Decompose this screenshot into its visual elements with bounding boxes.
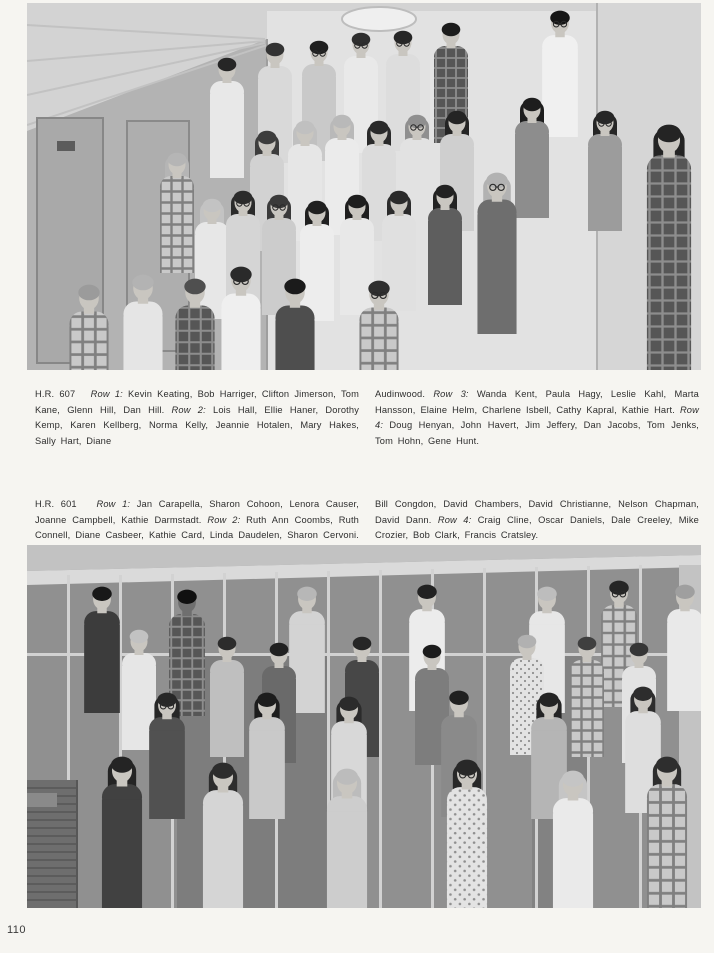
photo-hr607 xyxy=(27,3,701,370)
ceiling-light xyxy=(342,7,416,31)
caption-hr607-right: Audinwood. Row 3: Wanda Kent, Paula Hagy, Leslie Kahl, Marta Hansson, Elaine Helm, Charlene Isbell, Cathy Kapral, Kathie Hart. Row 4: Doug Henyan, John Havert, Jim Jeffery, Dan Jacobs, Tom Jenks, Tom Hohn, Gene Hunt. xyxy=(375,389,699,447)
photo-hr601 xyxy=(27,545,701,908)
caption-hr607 xyxy=(35,378,699,459)
page-number: 110 xyxy=(7,924,27,936)
photo-hr607-illustration xyxy=(27,3,701,370)
photo-hr601-illustration xyxy=(27,545,701,908)
brick-corner xyxy=(27,780,77,908)
caption-hr601-left: H.R. 601 Row 1: Jan Carapella, Sharon Cohoon, Lenora Causer, Joanne Campbell, Kathie Darmstadt. Row 2: Ruth Ann Coombs, Ruth Connell, Diane Casbeer, Kathie Card, Linda Daudelen, Sharon Cervoni. xyxy=(35,499,360,541)
caption-hr601-right: Bill Congdon, David Chambers, David Christianne, Nelson Chapman, David Dann. Row 4: Craig Cline, Oscar Daniels, Dale Creeley, Mike Crozier, Bob Clark, Francis Cratsley. xyxy=(375,499,699,541)
caption-hr607-left: H.R. 607 Row 1: Kevin Keating, Bob Harriger, Clifton Jimerson, Tom Kane, Glenn Hill, Dan Hill. Row 2: Lois Hall, Ellie Haner, Dorothy Kemp, Karen Kellberg, Norma Kelly, Jeannie Hotalen, Mary Hakes, Sally Hart, Diane xyxy=(35,389,359,447)
